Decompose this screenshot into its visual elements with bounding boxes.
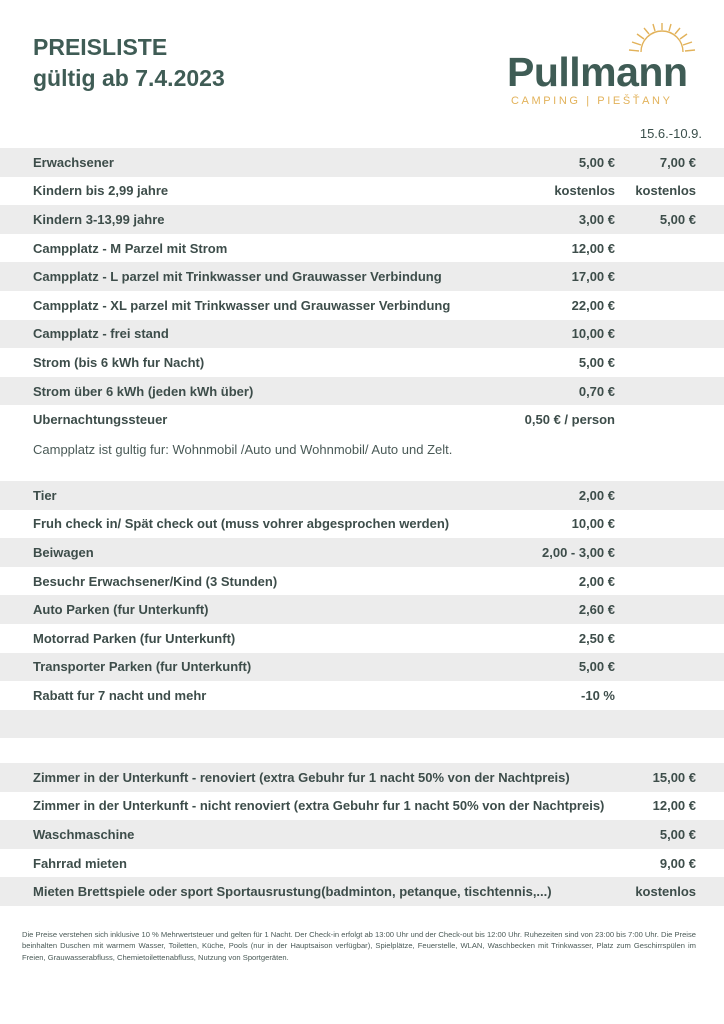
row-price: 22,00 € (571, 297, 615, 313)
price-row (0, 262, 724, 291)
row-price: 10,00 € (571, 516, 615, 532)
row-season-price: 7,00 € (659, 154, 696, 170)
row-label: Motorrad Parken (fur Unterkunft) (33, 630, 236, 646)
row-label: Erwachsener (33, 154, 114, 170)
row-price: 2,50 € (578, 630, 615, 646)
price-row (0, 595, 724, 624)
page-title (33, 32, 225, 94)
row-price: 5,00 € (578, 354, 615, 370)
price-row (0, 681, 724, 710)
row-label: Campplatz - M Parzel mit Strom (33, 240, 228, 256)
row-price: -10 % (581, 687, 615, 703)
row-price: 2,00 € (578, 573, 615, 589)
pullmann-logo (507, 22, 707, 114)
price-row (0, 148, 724, 177)
price-row (0, 348, 724, 377)
row-label: Tier (33, 487, 57, 503)
row-price: 9,00 € (659, 855, 696, 871)
row-label: Strom über 6 kWh (jeden kWh über) (33, 383, 254, 399)
row-price: 12,00 € (571, 240, 615, 256)
row-label: Campplatz - frei stand (33, 326, 169, 342)
price-row (0, 792, 724, 821)
price-row (0, 291, 724, 320)
price-row (0, 624, 724, 653)
blank-row (0, 710, 724, 739)
row-price: 15,00 € (652, 769, 696, 785)
price-row (0, 763, 724, 792)
row-price: 12,00 € (652, 798, 696, 814)
row-label: Campplatz - L parzel mit Trinkwasser und Grauwasser Verbindung (33, 269, 442, 285)
row-label: Zimmer in der Unterkunft - renoviert (extra Gebuhr fur 1 nacht 50% von der Nachtpreis) (33, 769, 570, 785)
row-label: Beiwagen (33, 544, 94, 560)
price-row (0, 205, 724, 234)
footer-terms: Die Preise verstehen sich inklusive 10 % Mehrwertsteuer und gelten für 1 Nacht. Der Check-in erfolgt ab 13:00 Uhr und der Check-out bis 12:00 Uhr. Ruhezeiten sind von 23:00 bis 7:00 Uhr. Die Preise beinhalten Duschen mit warmem Wasser, Toiletten, Küche, Pools (nur in der Hauptsaison verfügbar), Spielplätze, Feuerstelle, WLAN, Waschbecken mit Trinkwasser, Platz zum Geschirrspülen im Freien, Grauwasserabfluss, Chemietoilettenabfluss, Nutzung von Sportgeräten. (22, 930, 696, 962)
row-label: Campplatz - XL parzel mit Trinkwasser und Grauwasser Verbindung (33, 297, 451, 313)
price-row (0, 653, 724, 682)
price-table-services (0, 763, 724, 906)
row-label: Zimmer in der Unterkunft - nicht renoviert (extra Gebuhr fur 1 nacht 50% von der Nachtpreis) (33, 798, 605, 814)
row-label: Rabatt fur 7 nacht und mehr (33, 687, 207, 703)
price-row (0, 234, 724, 263)
price-row (0, 510, 724, 539)
row-label: Fruh check in/ Spät check out (muss vohrer abgesprochen werden) (33, 516, 450, 532)
price-row (0, 567, 724, 596)
logo-wordmark: Pullmann (507, 49, 688, 95)
season-header: 15.6.-10.9. (639, 126, 702, 141)
row-price: 0,50 € / person (524, 412, 615, 428)
row-label: Kindern 3-13,99 jahre (33, 211, 165, 227)
row-price: 10,00 € (571, 326, 615, 342)
price-row (0, 481, 724, 510)
row-label: Kindern bis 2,99 jahre (33, 183, 169, 199)
row-label: Fahrrad mieten (33, 855, 127, 871)
row-price: 5,00 € (578, 154, 615, 170)
row-season-price: 5,00 € (659, 211, 696, 227)
row-label: Auto Parken (fur Unterkunft) (33, 602, 209, 618)
price-row (0, 377, 724, 406)
title-line-1: PREISLISTE (33, 34, 168, 60)
price-table-main (0, 148, 724, 434)
price-row (0, 320, 724, 349)
price-row (0, 820, 724, 849)
row-price: kostenlos (635, 884, 696, 900)
row-price: 2,00 - 3,00 € (542, 544, 615, 560)
row-label: Mieten Brettspiele oder sport Sportausrustung(badminton, petanque, tischtennis,...) (33, 884, 552, 900)
row-label: Besuchr Erwachsener/Kind (3 Stunden) (33, 573, 278, 589)
row-label: Transporter Parken (fur Unterkunft) (33, 659, 252, 675)
price-row (0, 877, 724, 906)
row-price: 2,00 € (578, 487, 615, 503)
price-row (0, 177, 724, 206)
logo-subtitle: CAMPING | PIEŠŤANY (511, 95, 673, 107)
price-table-extras (0, 481, 724, 738)
row-label: Ubernachtungssteuer (33, 412, 168, 428)
row-price: 2,60 € (578, 602, 615, 618)
row-price: 0,70 € (578, 383, 615, 399)
price-row (0, 849, 724, 878)
price-row (0, 538, 724, 567)
title-line-2: gültig ab 7.4.2023 (33, 65, 225, 91)
row-price: 5,00 € (659, 826, 696, 842)
row-price: 17,00 € (571, 269, 615, 285)
row-label: Strom (bis 6 kWh fur Nacht) (33, 354, 205, 370)
row-price: 3,00 € (578, 211, 615, 227)
row-price: kostenlos (554, 183, 615, 199)
price-row (0, 405, 724, 434)
row-label: Waschmaschine (33, 826, 135, 842)
row-price: 5,00 € (578, 659, 615, 675)
row-season-price: kostenlos (635, 183, 696, 199)
campplatz-note: Campplatz ist gultig fur: Wohnmobil /Auto und Wohnmobil/ Auto und Zelt. (33, 442, 453, 457)
